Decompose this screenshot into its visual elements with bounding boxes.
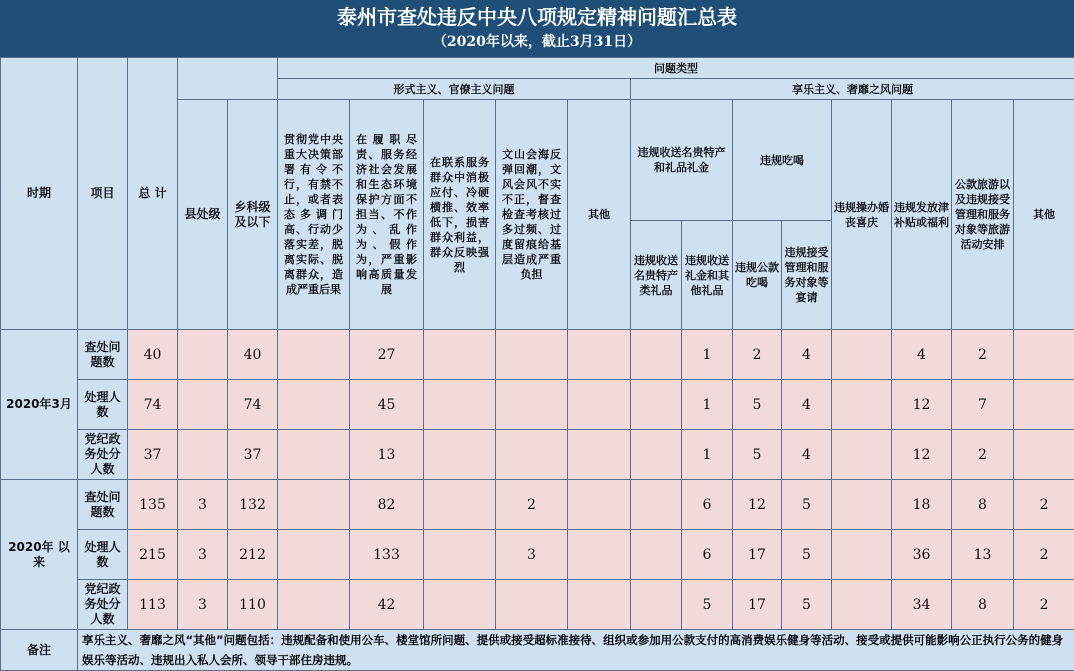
header-f2: 在履职尽责、服务经济社会发展和生态环境保护方面不担当、不作为、乱作为、假作为，严重影响高质量发展 — [350, 100, 424, 330]
row-label: 查处问题数 — [78, 330, 128, 380]
header-eat-group: 违规吃喝 — [733, 100, 832, 221]
cell: 4 — [782, 430, 832, 480]
note-text: 享乐主义、奢靡之风“其他”问题包括：违规配备和使用公车、楼堂馆所问题、提供或接受超标准接待、组织或参加用公款支付的高消费娱乐健身等活动、接受或提供可能影响公正执行公务的健身娱乐等活动、违规出入私人会所、领导干部住房违规。 — [78, 630, 1074, 671]
cell: 17 — [733, 580, 782, 630]
cell — [496, 330, 568, 380]
cell: 37 — [228, 430, 278, 480]
header-hedonism: 享乐主义、奢靡之风问题 — [631, 79, 1074, 100]
summary-table — [0, 57, 1074, 671]
cell — [631, 430, 682, 480]
header-eat2: 违规接受管理和服务对象等宴请 — [782, 221, 832, 330]
header-gift-group: 违规收送名贵特产和礼品礼金 — [631, 100, 733, 221]
cell: 12 — [892, 380, 952, 430]
header-township: 乡科级及以下 — [228, 100, 278, 330]
cell — [424, 430, 496, 480]
cell: 34 — [892, 580, 952, 630]
cell: 12 — [733, 480, 782, 530]
cell: 74 — [228, 380, 278, 430]
cell: 1 — [682, 430, 733, 480]
row-label: 党纪政务处分人数 — [78, 430, 128, 480]
cell: 2 — [952, 430, 1014, 480]
header-period: 时期 — [1, 58, 78, 330]
page-title: 泰州市查处违反中央八项规定精神问题汇总表 — [0, 0, 1074, 32]
cell: 8 — [952, 480, 1014, 530]
cell: 3 — [178, 530, 228, 580]
cell: 40 — [128, 330, 178, 380]
cell: 42 — [350, 580, 424, 630]
header-travel: 公款旅游以及违规接受管理和服务对象等旅游活动安排 — [952, 100, 1014, 330]
header-eat1: 违规公款吃喝 — [733, 221, 782, 330]
cell: 8 — [952, 580, 1014, 630]
cell — [631, 330, 682, 380]
cell — [832, 480, 892, 530]
header-gift1: 违规收送名贵特产类礼品 — [631, 221, 682, 330]
cell — [424, 480, 496, 530]
cell: 17 — [733, 530, 782, 580]
cell: 4 — [782, 380, 832, 430]
cell: 13 — [350, 430, 424, 480]
cell — [631, 530, 682, 580]
cell: 3 — [178, 480, 228, 530]
cell: 6 — [682, 480, 733, 530]
period-label: 2020年3月 — [1, 330, 78, 480]
cell: 1 — [682, 330, 733, 380]
cell — [568, 380, 631, 430]
title-bar — [0, 0, 1074, 57]
cell — [178, 380, 228, 430]
cell: 113 — [128, 580, 178, 630]
cell: 40 — [228, 330, 278, 380]
cell — [424, 330, 496, 380]
cell: 2 — [733, 330, 782, 380]
cell: 18 — [892, 480, 952, 530]
cell: 27 — [350, 330, 424, 380]
cell — [832, 580, 892, 630]
cell — [1014, 330, 1074, 380]
header-formalism: 形式主义、官僚主义问题 — [278, 79, 631, 100]
cell: 133 — [350, 530, 424, 580]
cell: 4 — [892, 330, 952, 380]
row-label: 党纪政务处分人数 — [78, 580, 128, 630]
cell — [178, 330, 228, 380]
cell — [832, 430, 892, 480]
cell: 5 — [782, 480, 832, 530]
cell — [568, 330, 631, 380]
cell — [424, 530, 496, 580]
cell: 13 — [952, 530, 1014, 580]
cell — [631, 580, 682, 630]
cell: 3 — [178, 580, 228, 630]
cell: 5 — [682, 580, 733, 630]
header-f1: 贯彻党中央重大决策部署有令不行，有禁不止，或者表态多调门高、行动少落实差，脱离实际、脱离群众，造成严重后果 — [278, 100, 350, 330]
cell — [631, 480, 682, 530]
cell — [278, 580, 350, 630]
note-label: 备注 — [1, 630, 78, 671]
cell: 215 — [128, 530, 178, 580]
row-label: 查处问题数 — [78, 480, 128, 530]
cell: 5 — [782, 530, 832, 580]
cell — [424, 580, 496, 630]
cell: 5 — [733, 430, 782, 480]
cell: 7 — [952, 380, 1014, 430]
header-f4: 文山会海反弹回潮，文风会风不实不正，督查检查考核过多过频、过度留痕给基层造成严重负担 — [496, 100, 568, 330]
header-total: 总 计 — [128, 58, 178, 330]
cell: 132 — [228, 480, 278, 530]
header-f3: 在联系服务群众中消极应付、冷硬横推、效率低下，损害群众利益，群众反映强烈 — [424, 100, 496, 330]
cell — [1014, 430, 1074, 480]
cell: 6 — [682, 530, 733, 580]
cell — [278, 480, 350, 530]
cell — [496, 430, 568, 480]
cell — [496, 580, 568, 630]
cell — [568, 430, 631, 480]
cell — [568, 480, 631, 530]
cell: 1 — [682, 380, 733, 430]
header-wedding: 违规操办婚丧喜庆 — [832, 100, 892, 330]
cell — [424, 380, 496, 430]
cell — [278, 330, 350, 380]
cell: 45 — [350, 380, 424, 430]
header-gift2: 违规收送礼金和其他礼品 — [682, 221, 733, 330]
cell — [832, 330, 892, 380]
cell — [496, 380, 568, 430]
cell — [832, 530, 892, 580]
cell: 4 — [782, 330, 832, 380]
cell: 36 — [892, 530, 952, 580]
cell — [278, 530, 350, 580]
cell: 5 — [782, 580, 832, 630]
row-label: 处理人数 — [78, 380, 128, 430]
cell: 82 — [350, 480, 424, 530]
cell: 135 — [128, 480, 178, 530]
cell — [568, 580, 631, 630]
cell — [278, 430, 350, 480]
cell: 110 — [228, 580, 278, 630]
cell — [1014, 380, 1074, 430]
header-county: 县处级 — [178, 100, 228, 330]
cell: 2 — [1014, 580, 1074, 630]
page-subtitle: （2020年以来，截止3月31日） — [0, 32, 1074, 52]
cell — [178, 430, 228, 480]
cell: 5 — [733, 380, 782, 430]
header-issue-type: 问题类型 — [278, 58, 1074, 79]
header-item: 项目 — [78, 58, 128, 330]
header-f5: 其他 — [568, 100, 631, 330]
cell: 2 — [1014, 480, 1074, 530]
header-level-blank — [178, 58, 278, 100]
cell — [278, 380, 350, 430]
header-subsidy: 违规发放津补贴或福利 — [892, 100, 952, 330]
row-label: 处理人数 — [78, 530, 128, 580]
cell — [568, 530, 631, 580]
cell: 2 — [1014, 530, 1074, 580]
cell — [631, 380, 682, 430]
cell: 37 — [128, 430, 178, 480]
cell — [832, 380, 892, 430]
header-other: 其他 — [1014, 100, 1074, 330]
cell: 2 — [952, 330, 1014, 380]
period-label: 2020年 以来 — [1, 480, 78, 630]
cell: 12 — [892, 430, 952, 480]
cell: 212 — [228, 530, 278, 580]
cell: 3 — [496, 530, 568, 580]
cell: 74 — [128, 380, 178, 430]
cell: 2 — [496, 480, 568, 530]
